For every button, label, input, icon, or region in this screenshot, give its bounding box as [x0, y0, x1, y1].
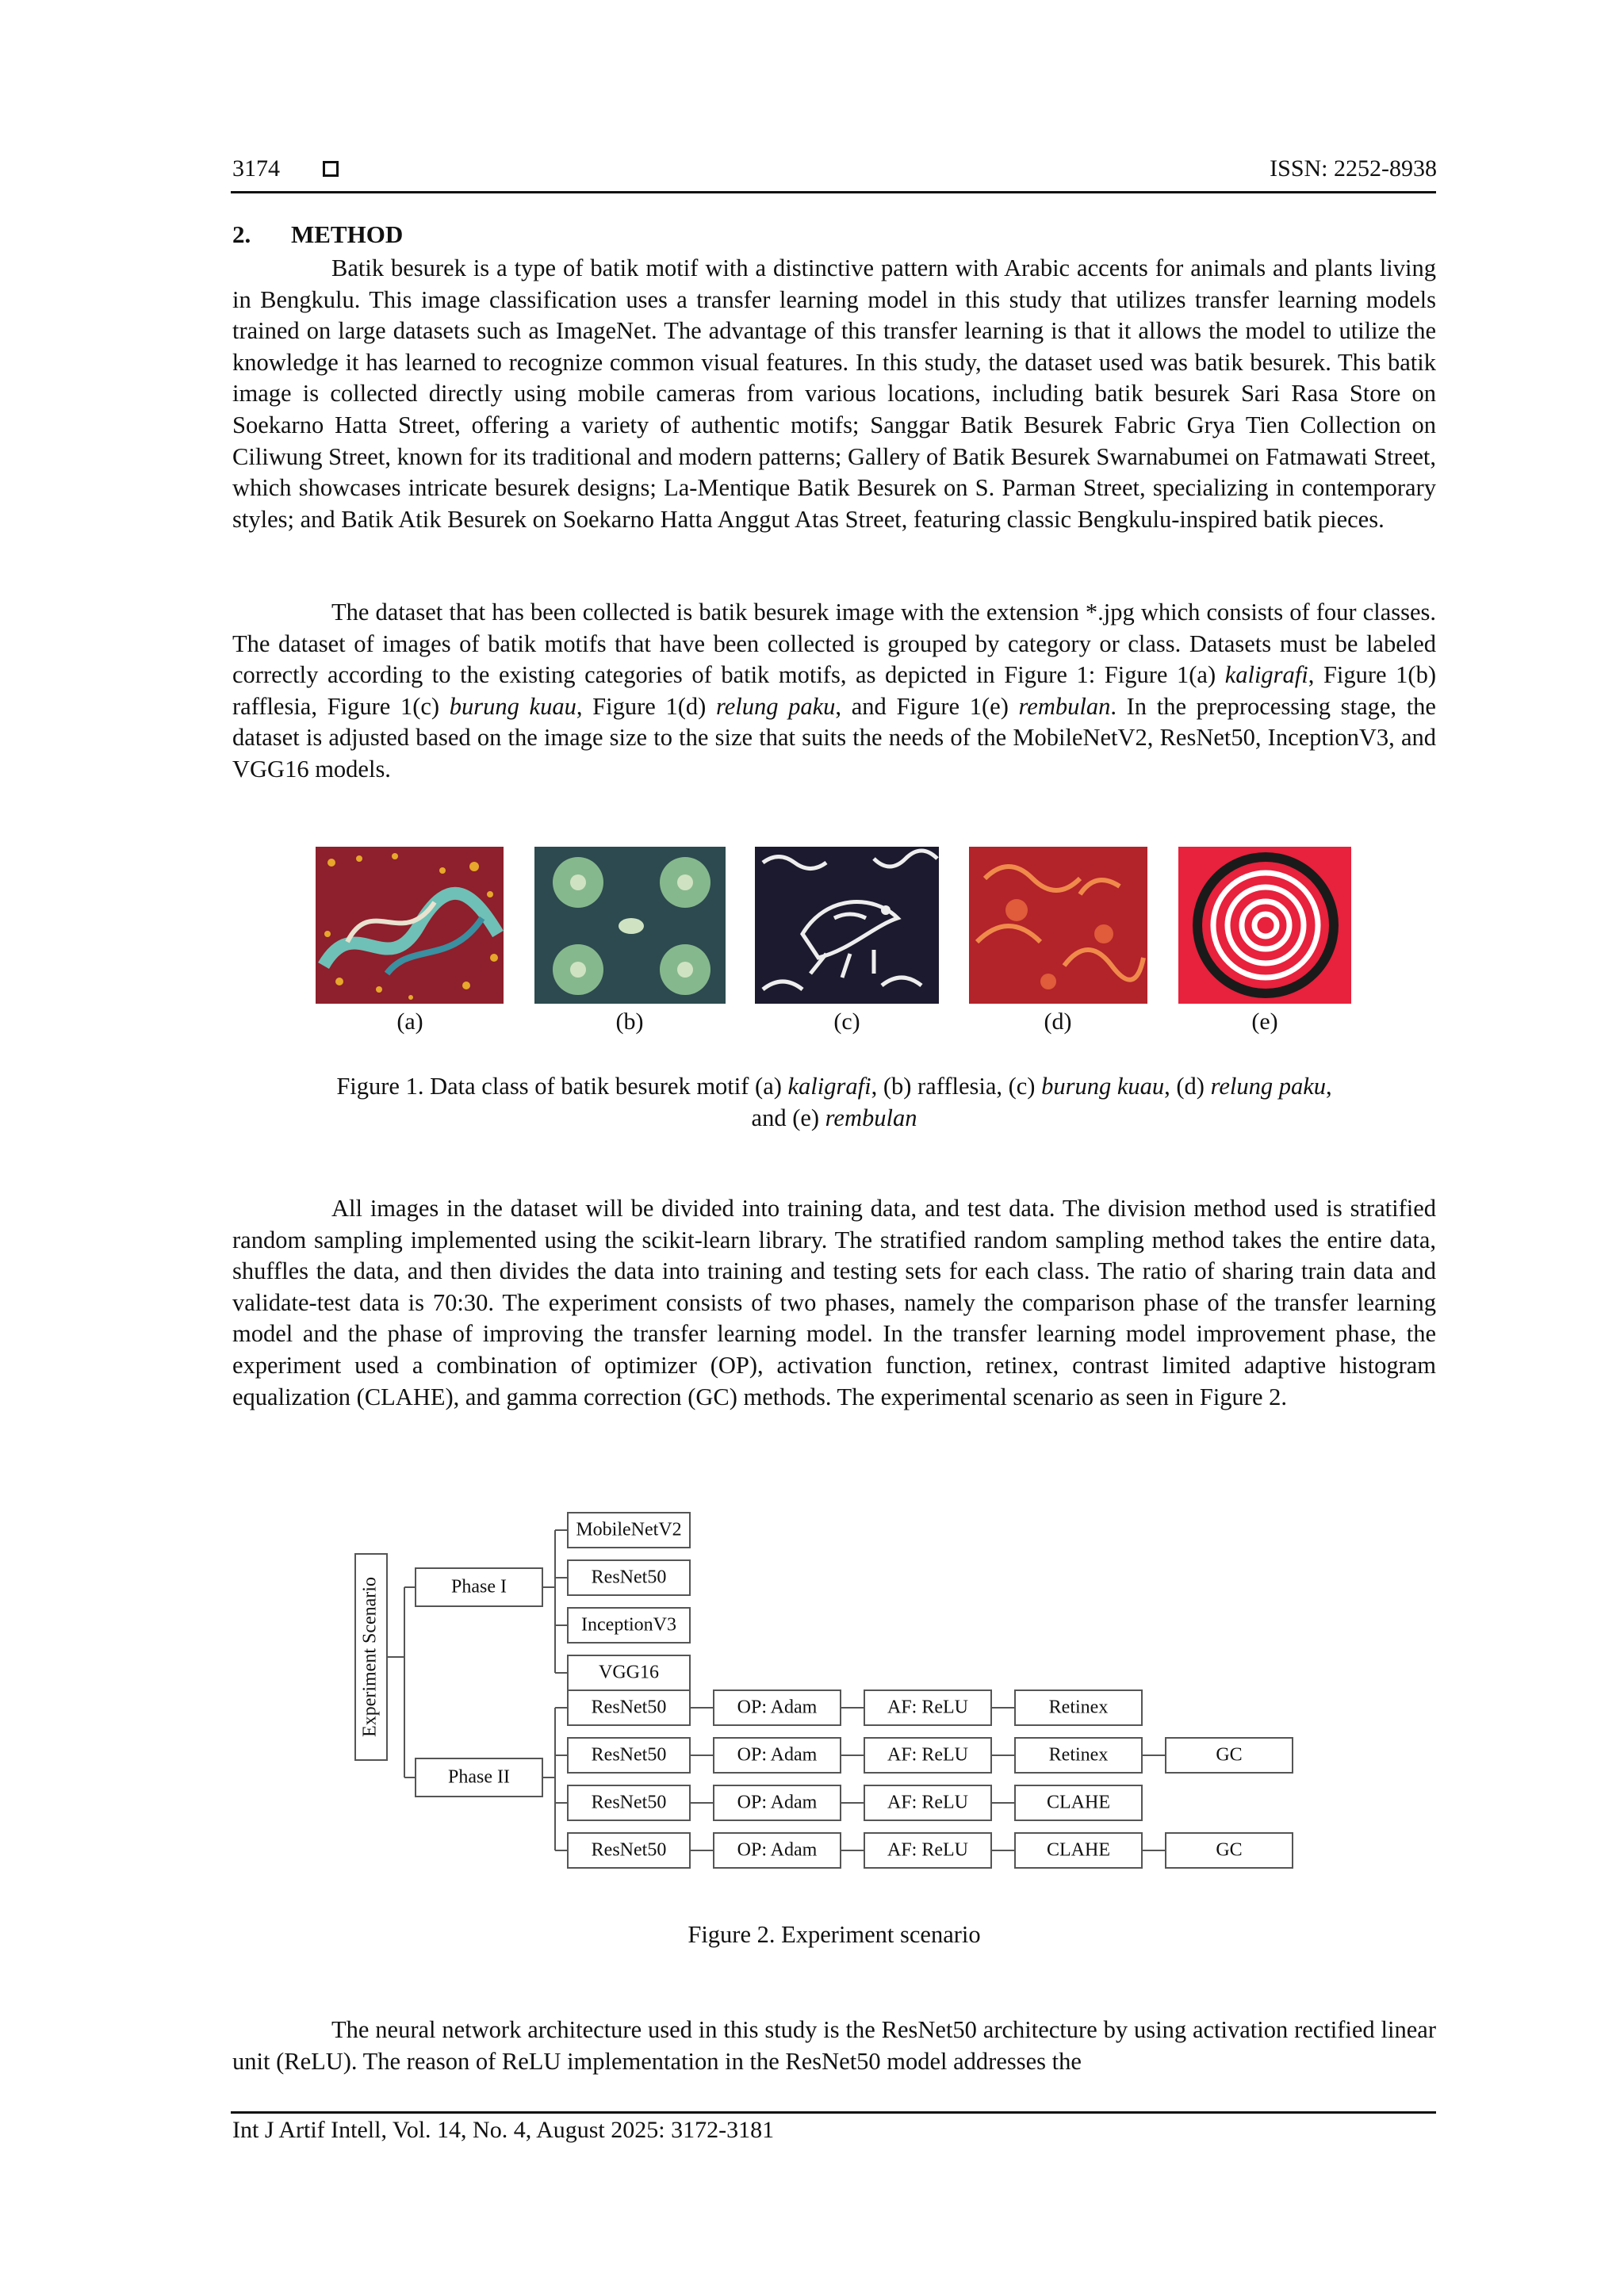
batik-rafflesia-image	[534, 847, 726, 1004]
phase2-cell: AF: ReLU	[887, 1744, 968, 1766]
phase2-cell: ResNet50	[591, 1697, 667, 1718]
phase1-model: VGG16	[599, 1662, 659, 1683]
section-heading	[232, 220, 403, 249]
figure1-label-e: (e)	[1251, 1008, 1278, 1035]
phase2-cell: ResNet50	[591, 1839, 667, 1861]
phase2-cell: GC	[1216, 1839, 1243, 1861]
phase2-cell: Retinex	[1048, 1744, 1109, 1766]
phase1-model: InceptionV3	[581, 1614, 676, 1636]
experiment-scenario-svg	[349, 1498, 1316, 1895]
phase2-cell: ResNet50	[591, 1792, 667, 1813]
paragraph-experiment: All images in the dataset will be divided into training data, and test data. The division method used is stratified random sampling implemented using the scikit-learn library. The stratified random sampling method takes the entire data, shuffles the data, and then divides the data into training and testing sets for each class. The ratio of sharing train data and validate-test data is 70:30. The experiment consists of two phases, namely the comparison phase of the transfer learning model and the phase of improving the transfer learning model. In the transfer learning model improvement phase, the experiment used a combination of optimizer (OP), activation function, retinex, contrast limited adaptive histogram equalization (CLAHE), and gamma correction (GC) methods. The experimental scenario as seen in Figure 2.	[232, 1195, 1436, 1410]
phase2-cell: CLAHE	[1047, 1839, 1110, 1861]
phase2-cell: AF: ReLU	[887, 1839, 968, 1861]
phase2-cell: ResNet50	[591, 1744, 667, 1766]
phase1-label: Phase I	[451, 1576, 507, 1598]
phase2-cell: Retinex	[1048, 1697, 1109, 1718]
batik-relung-paku-image	[969, 847, 1147, 1004]
section-number: 2.	[232, 220, 251, 248]
paragraph-dataset: The dataset that has been collected is batik besurek image with the extension *.jpg which consists of four classes. The dataset of images of batik motifs that have been collected is grouped by category or class. Datasets must be labeled correctly according to the existing categories of batik motifs, as depicted in Figure 1: Figure 1(a) kaligrafi, Figure 1(b) rafflesia, Figure 1(c) burung kuau, Figure 1(d) relung paku, and Figure 1(e) rembulan. In the preprocessing stage, the dataset is adjusted based on the image size to the size that suits the needs of the MobileNetV2, ResNet50, InceptionV3, and VGG16 models.	[232, 599, 1436, 783]
phase2-cell: OP: Adam	[737, 1839, 818, 1861]
paragraph-architecture: The neural network architecture used in this study is the ResNet50 architecture by using activation rectified linear unit (ReLU). The reason of ReLU implementation in the ResNet50 model addresses the	[232, 2016, 1436, 2075]
phase2-cell: OP: Adam	[737, 1744, 818, 1766]
header-rule	[231, 191, 1436, 193]
page-number: 3174	[232, 155, 280, 182]
phase2-cell: AF: ReLU	[887, 1697, 968, 1718]
phase2-cell: OP: Adam	[737, 1792, 818, 1813]
phase2-cell: OP: Adam	[737, 1697, 818, 1718]
phase1-model: MobileNetV2	[576, 1519, 682, 1540]
batik-kaligrafi-image	[316, 847, 504, 1004]
footer-rule	[231, 2111, 1436, 2114]
figure1-caption: Figure 1. Data class of batik besurek motif (a) kaligrafi, (b) rafflesia, (c) burung kuau, (d) relung paku, and (e) rembulan	[336, 1073, 1332, 1131]
journal-footer: Int J Artif Intell, Vol. 14, No. 4, August 2025: 3172-3181	[232, 2117, 775, 2143]
phase2-cell: AF: ReLU	[887, 1792, 968, 1813]
figure2-caption: Figure 2. Experiment scenario	[688, 1921, 981, 1948]
batik-rembulan-image	[1178, 847, 1351, 1004]
figure1-label-d: (d)	[1044, 1008, 1072, 1035]
paragraph-intro: Batik besurek is a type of batik motif with a distinctive pattern with Arabic accents for animals and plants living in Bengkulu. This image classification uses a transfer learning model in this study that utilizes transfer learning models trained on large datasets such as ImageNet. The advantage of this transfer learning is that it allows the model to utilize the knowledge it has learned to recognize common visual features. In this study, the dataset used was batik besurek. This batik image is collected directly using mobile cameras from various locations, including batik besurek Sari Rasa Store on Soekarno Hatta Street, offering a variety of authentic motifs; Sanggar Batik Besurek Fabric Grya Tien Collection on Ciliwung Street, known for its traditional and modern patterns; Gallery of Batik Besurek Swarnabumei on Fatmawati Street, which showcases intricate besurek designs; La-Mentique Batik Besurek on S. Parman Street, specializing in contemporary styles; and Batik Atik Besurek on Soekarno Hatta Anggut Atas Street, featuring classic Bengkulu-inspired batik pieces.	[232, 254, 1436, 533]
experiment-scenario-diagram	[349, 1498, 1316, 1895]
journal-issn: ISSN: 2252-8938	[1270, 155, 1437, 182]
figure1-label-c: (c)	[833, 1008, 860, 1035]
section-title: METHOD	[291, 220, 404, 248]
batik-burung-kuau-image	[755, 847, 939, 1004]
figure1-label-b: (b)	[615, 1008, 644, 1035]
figure1-label-a: (a)	[396, 1008, 423, 1035]
root-label: Experiment Scenario	[359, 1577, 381, 1737]
phase1-model: ResNet50	[591, 1567, 667, 1588]
phase2-cell: GC	[1216, 1744, 1243, 1766]
phase2-label: Phase II	[448, 1766, 510, 1788]
phase2-cell: CLAHE	[1047, 1792, 1110, 1813]
square-bullet-icon	[323, 161, 339, 177]
